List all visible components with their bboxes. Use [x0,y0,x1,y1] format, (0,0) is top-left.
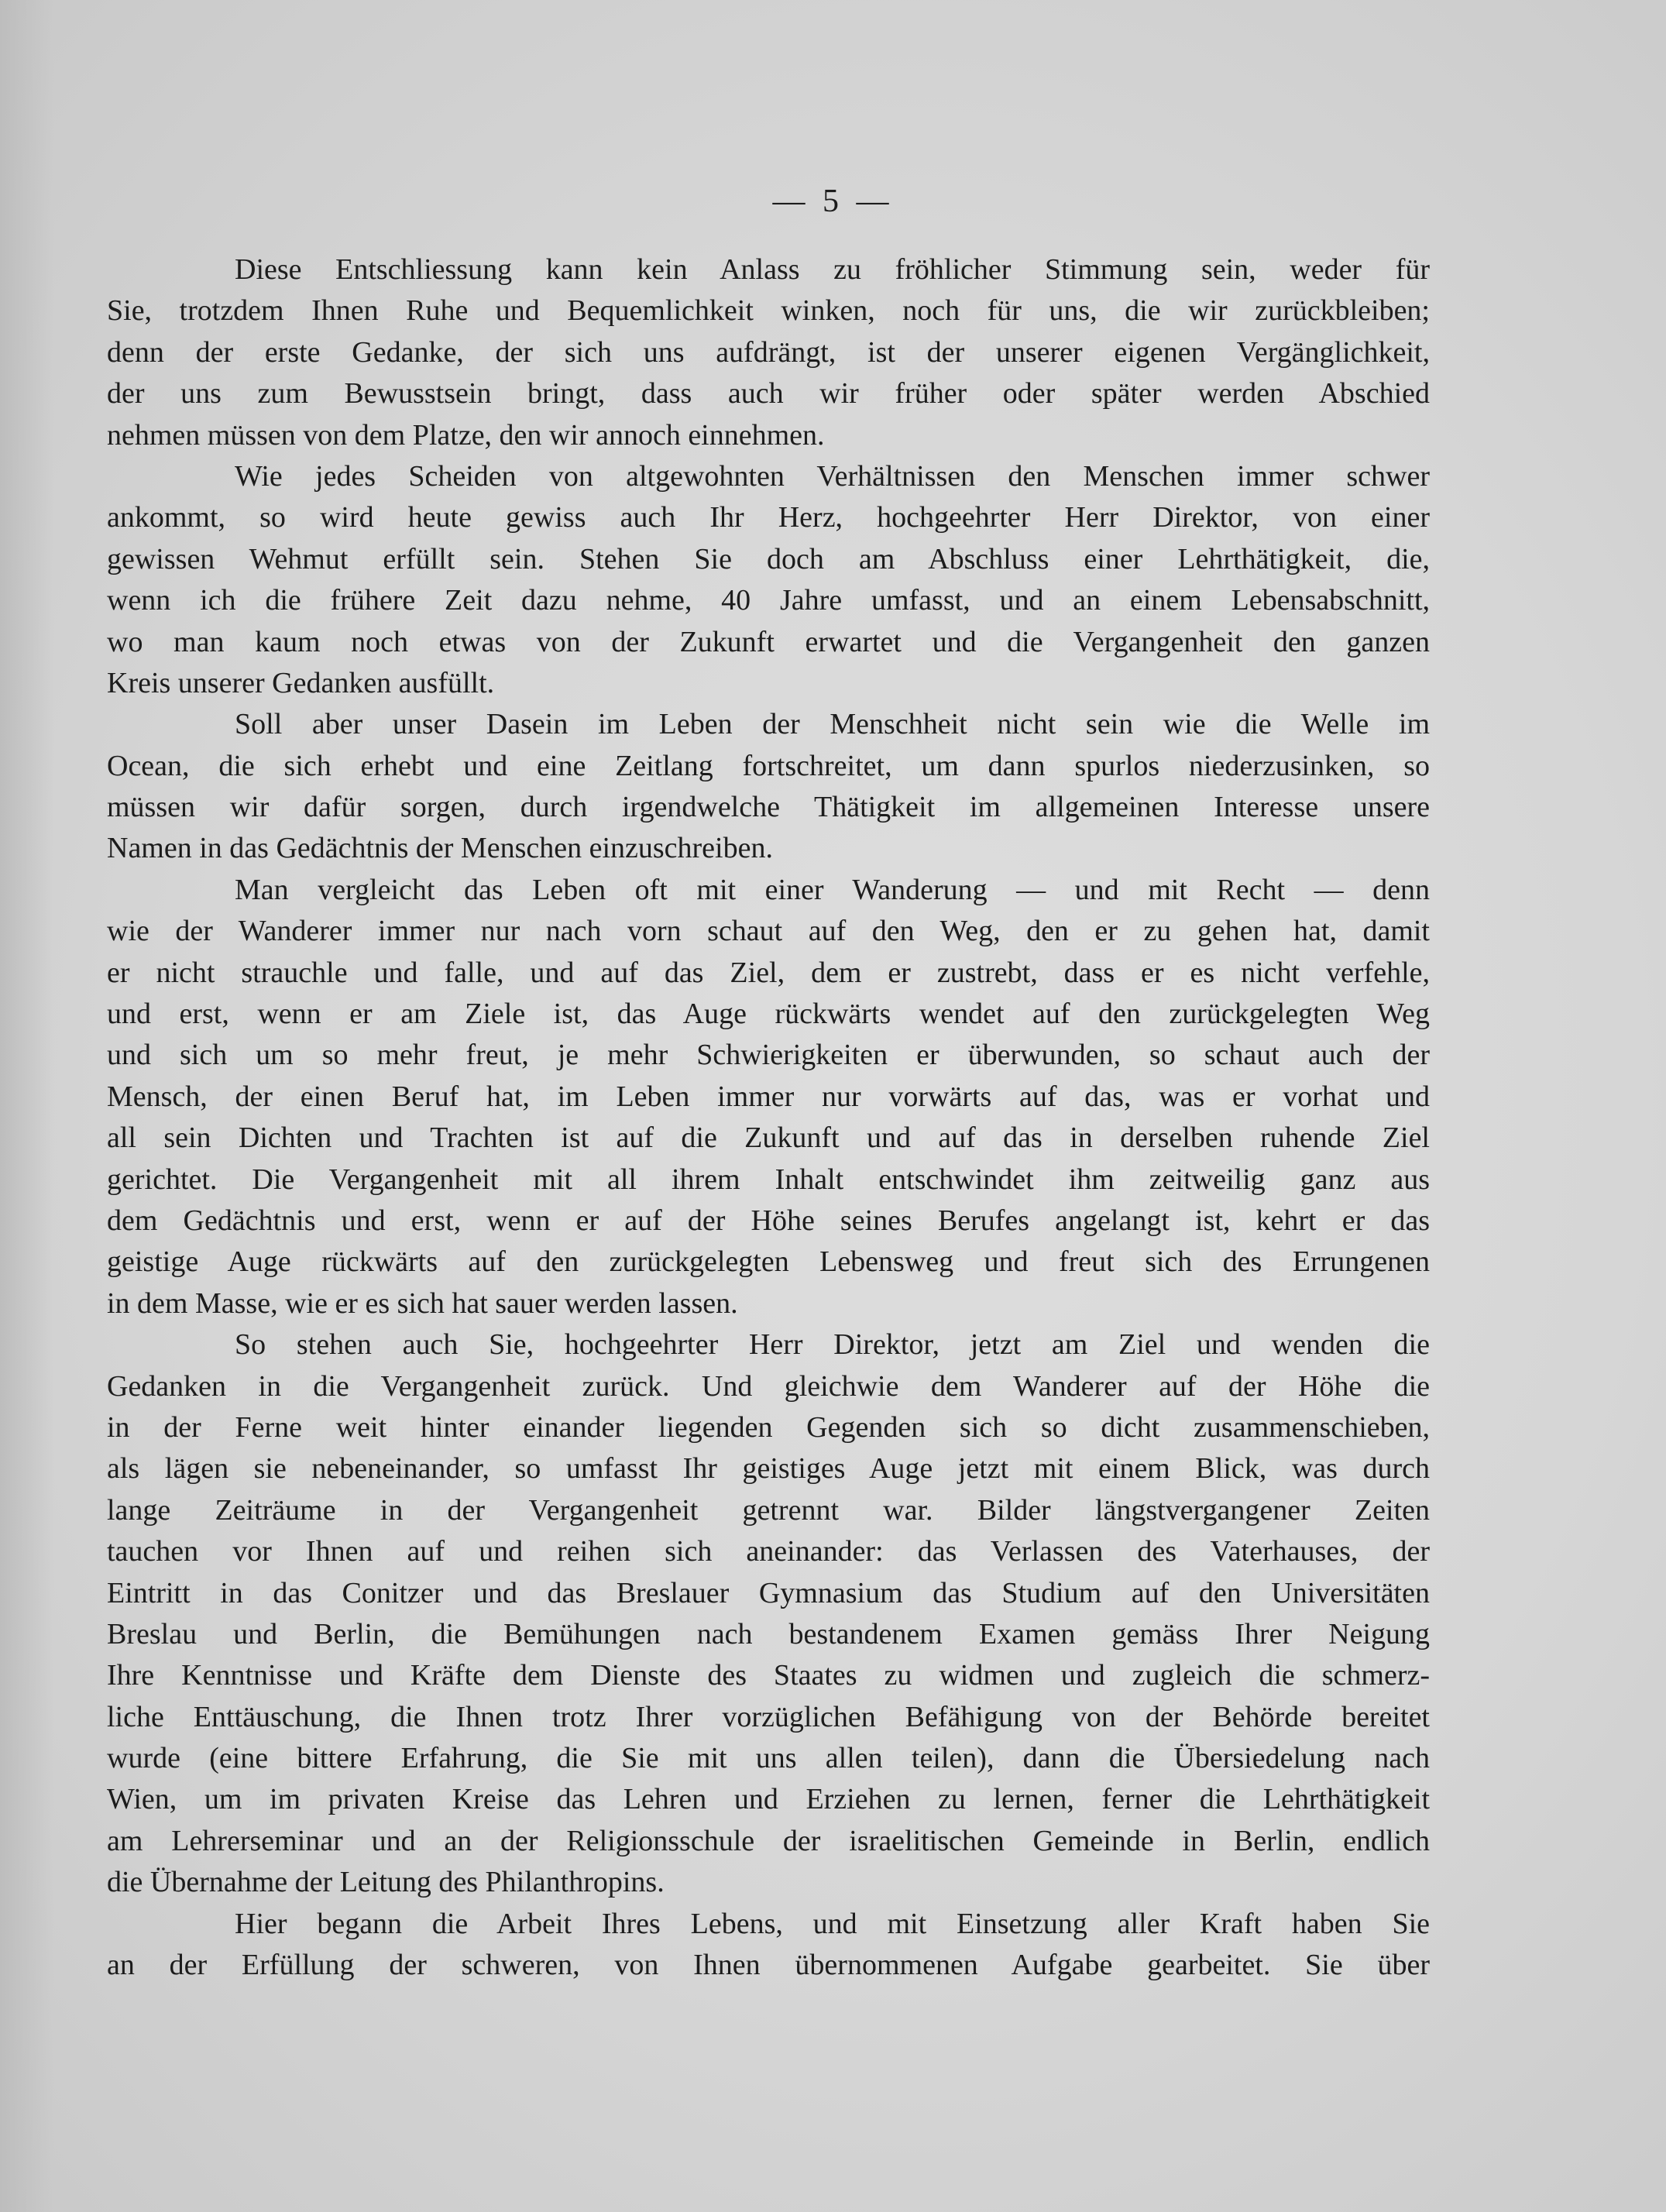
text-line: liche Enttäuschung, die Ihnen trotz Ihrer vorzüglichen Befähigung von der Behörde bereitet [107,1700,1430,1733]
text-line: So stehen auch Sie, hochgeehrter Herr Direktor, jetzt am Ziel und wenden die [235,1328,1430,1362]
paragraph [107,704,1430,870]
text-line: Gedanken in die Vergangenheit zurück. Und gleichwie dem Wanderer auf der Höhe die [107,1369,1430,1403]
paragraph [107,456,1430,704]
text-line: in dem Masse, wie er es sich hat sauer werden lassen. [107,1286,738,1320]
text-line: Ihre Kenntnisse und Kräfte dem Dienste des Staates zu widmen und zugleich die schmerz- [107,1659,1430,1692]
text-line: nehmen müssen von dem Platze, den wir annoch einnehmen. [107,418,825,452]
text-line: Ocean, die sich erhebt und eine Zeitlang fortschreitet, um dann spurlos niederzusinken, so [107,749,1430,782]
binding-shadow [0,0,54,2212]
text-line: all sein Dichten und Trachten ist auf die Zukunft und auf das in derselben ruhende Ziel [107,1121,1430,1155]
text-line: Wien, um im privaten Kreise das Lehren und Erziehen zu lernen, ferner die Lehrthätigkeit [107,1783,1430,1816]
text-line: und sich um so mehr freut, je mehr Schwierigkeiten er überwunden, so schaut auch der [107,1039,1430,1072]
text-line: gerichtet. Die Vergangenheit mit all ihrem Inhalt entschwindet ihm zeitweilig ganz aus [107,1163,1430,1196]
text-line: Namen in das Gedächtnis der Menschen einzuschreiben. [107,832,773,865]
text-line: dem Gedächtnis und erst, wenn er auf der Höhe seines Berufes angelangt ist, kehrt er das [107,1204,1430,1237]
text-line: Sie, trotzdem Ihnen Ruhe und Bequemlichkeit winken, noch für uns, die wir zurückbleiben; [107,294,1430,328]
text-line: die Übernahme der Leitung des Philanthropins. [107,1866,665,1899]
text-line: Soll aber unser Dasein im Leben der Menschheit nicht sein wie die Welle im [235,708,1430,741]
text-line: Breslau und Berlin, die Bemühungen nach bestandenem Examen gemäss Ihrer Neigung [107,1617,1430,1650]
text-line: Man vergleicht das Leben oft mit einer Wanderung — und mit Recht — denn [235,873,1430,906]
text-line: an der Erfüllung der schweren, von Ihnen übernommenen Aufgabe gearbeitet. Sie über [107,1949,1430,1982]
text-line: geistige Auge rückwärts auf den zurückgelegten Lebensweg und freut sich des Errungenen [107,1245,1430,1279]
paragraph [107,1324,1430,1903]
text-line: Kreis unserer Gedanken ausfüllt. [107,666,495,699]
paragraph [107,249,1430,456]
text-line: müssen wir dafür sorgen, durch irgendwelche Thätigkeit im allgemeinen Interesse unsere [107,791,1430,824]
text-line: der uns zum Bewusstsein bringt, dass auch wir früher oder später werden Abschied [107,377,1430,410]
text-line: wie der Wanderer immer nur nach vorn schaut auf den Weg, den er zu gehen hat, damit [107,915,1430,948]
text-line: denn der erste Gedanke, der sich uns aufdrängt, ist der unserer eigenen Vergänglichkeit, [107,335,1430,369]
text-line: wenn ich die frühere Zeit dazu nehme, 40 Jahre umfasst, und an einem Lebensabschnitt, [107,584,1430,617]
text-line: Mensch, der einen Beruf hat, im Leben immer nur vorwärts auf das, was er vorhat und [107,1080,1430,1113]
text-line: Hier begann die Arbeit Ihres Lebens, und mit Einsetzung aller Kraft haben Sie [235,1907,1430,1940]
text-line: Wie jedes Scheiden von altgewohnten Verhältnissen den Menschen immer schwer [235,459,1430,493]
text-line: er nicht strauchle und falle, und auf das Ziel, dem er zustrebt, dass er es nicht verfehle, [107,956,1430,989]
text-line: gewissen Wehmut erfüllt sein. Stehen Sie doch am Abschluss einer Lehrthätigkeit, die, [107,542,1430,575]
text-line: in der Ferne weit hinter einander liegenden Gegenden sich so dicht zusammenschieben, [107,1410,1430,1444]
body-text [107,249,1430,1986]
text-line: und erst, wenn er am Ziele ist, das Auge rückwärts wendet auf den zurückgelegten Weg [107,998,1430,1031]
text-line: wurde (eine bittere Erfahrung, die Sie mit uns allen teilen), dann die Übersiedelung nach [107,1742,1430,1775]
paragraph [107,1904,1430,1987]
text-line: tauchen vor Ihnen auf und reihen sich aneinander: das Verlassen des Vaterhauses, der [107,1535,1430,1568]
text-line: lange Zeiträume in der Vergangenheit getrennt war. Bilder längstvergangener Zeiten [107,1493,1430,1527]
text-line: Eintritt in das Conitzer und das Breslauer Gymnasium das Studium auf den Universitäten [107,1576,1430,1609]
paragraph [107,870,1430,1324]
text-line: am Lehrerseminar und an der Religionsschule der israelitischen Gemeinde in Berlin, endlich [107,1824,1430,1857]
text-line: als lägen sie nebeneinander, so umfasst Ihr geistiges Auge jetzt mit einem Blick, was durch [107,1452,1430,1486]
text-line: Diese Entschliessung kann kein Anlass zu fröhlicher Stimmung sein, weder für [235,253,1430,286]
page-number: — 5 — [772,184,894,219]
text-line: ankommt, so wird heute gewiss auch Ihr Herz, hochgeehrter Herr Direktor, von einer [107,501,1430,534]
text-line: wo man kaum noch etwas von der Zukunft erwartet und die Vergangenheit den ganzen [107,625,1430,658]
